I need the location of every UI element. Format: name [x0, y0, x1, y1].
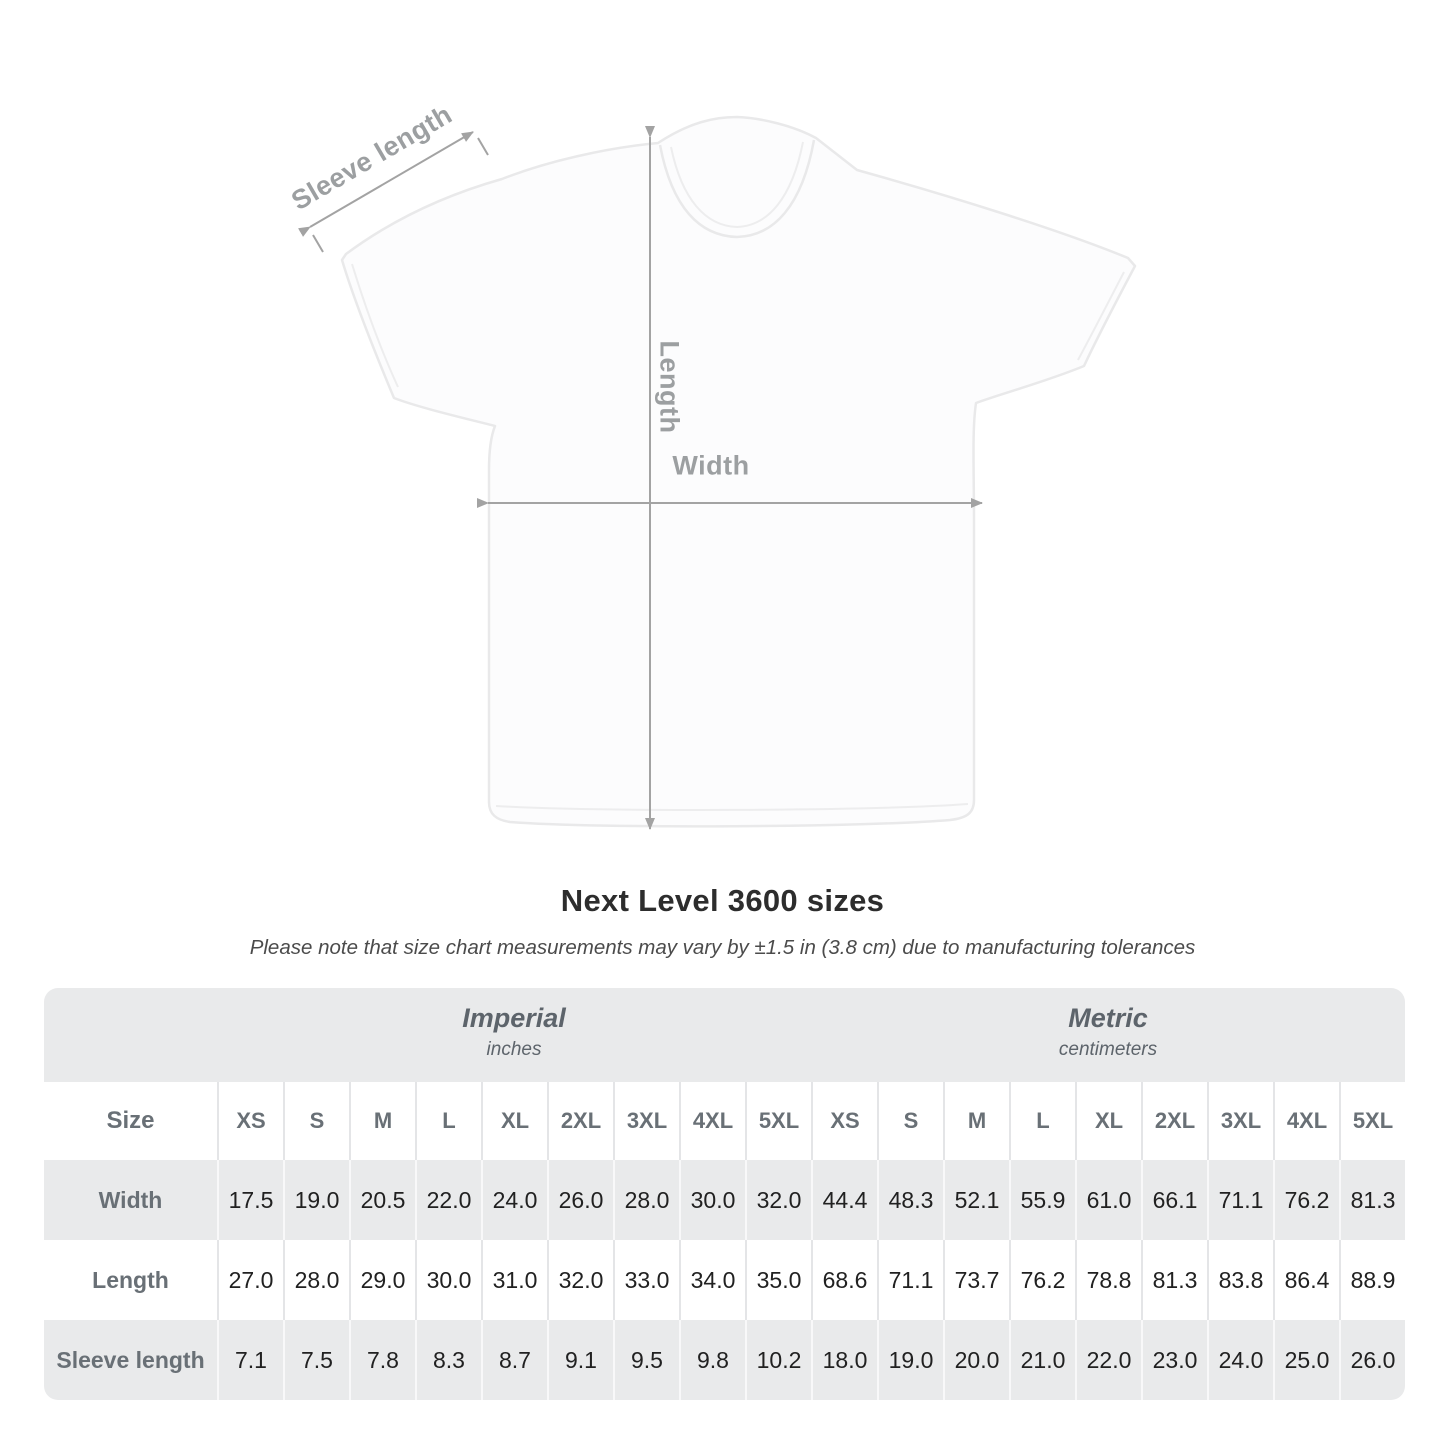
value-cell: 76.2 — [1009, 1240, 1075, 1320]
value-cell: 7.1 — [217, 1320, 283, 1400]
width-label: Width — [672, 450, 750, 481]
table-row-length — [44, 1240, 1405, 1320]
size-header-cell: XS — [811, 1082, 877, 1160]
value-cell: 44.4 — [811, 1160, 877, 1240]
size-header-cell: S — [877, 1082, 943, 1160]
size-header-cell: XL — [1075, 1082, 1141, 1160]
size-header-cell: L — [415, 1082, 481, 1160]
table-row-width — [44, 1160, 1405, 1240]
value-cell: 22.0 — [1075, 1320, 1141, 1400]
value-cell: 7.5 — [283, 1320, 349, 1400]
size-header-cell: 3XL — [613, 1082, 679, 1160]
value-cell: 19.0 — [283, 1160, 349, 1240]
value-cell: 30.0 — [415, 1240, 481, 1320]
value-cell: 32.0 — [547, 1240, 613, 1320]
row-label: Sleeve length — [56, 1346, 205, 1373]
value-cell: 35.0 — [745, 1240, 811, 1320]
size-header-cell: 4XL — [679, 1082, 745, 1160]
imperial-label: Imperial — [462, 1003, 566, 1033]
unit-header-band — [44, 988, 1405, 1082]
value-cell: 8.3 — [415, 1320, 481, 1400]
value-cell: 71.1 — [877, 1240, 943, 1320]
row-label: Length — [92, 1266, 169, 1293]
value-cell: 32.0 — [745, 1160, 811, 1240]
row-label: Width — [98, 1186, 163, 1213]
size-header-cell: 3XL — [1207, 1082, 1273, 1160]
value-cell: 7.8 — [349, 1320, 415, 1400]
value-cell: 24.0 — [481, 1160, 547, 1240]
imperial-unit-label: inches — [486, 1039, 542, 1060]
value-cell: 25.0 — [1273, 1320, 1339, 1400]
value-cell: 68.6 — [811, 1240, 877, 1320]
length-label: Length — [654, 340, 685, 434]
size-header-cell: 2XL — [547, 1082, 613, 1160]
value-cell: 31.0 — [481, 1240, 547, 1320]
metric-unit-label: centimeters — [1058, 1039, 1158, 1060]
value-cell: 48.3 — [877, 1160, 943, 1240]
value-cell: 28.0 — [613, 1160, 679, 1240]
sleeve-length-label: Sleeve length — [286, 99, 458, 217]
size-header-row — [44, 1082, 1405, 1160]
size-header-cell: M — [943, 1082, 1009, 1160]
value-cell: 86.4 — [1273, 1240, 1339, 1320]
value-cell: 76.2 — [1273, 1160, 1339, 1240]
value-cell: 61.0 — [1075, 1160, 1141, 1240]
value-cell: 28.0 — [283, 1240, 349, 1320]
value-cell: 34.0 — [679, 1240, 745, 1320]
value-cell: 81.3 — [1339, 1160, 1405, 1240]
value-cell: 30.0 — [679, 1160, 745, 1240]
value-cell: 78.8 — [1075, 1240, 1141, 1320]
page-title: Next Level 3600 sizes — [560, 883, 885, 918]
value-cell: 83.8 — [1207, 1240, 1273, 1320]
value-cell: 20.5 — [349, 1160, 415, 1240]
size-header-cell: XL — [481, 1082, 547, 1160]
value-cell: 20.0 — [943, 1320, 1009, 1400]
value-cell: 17.5 — [217, 1160, 283, 1240]
table-row-sleeve-length — [44, 1320, 1405, 1400]
size-header-cell: 5XL — [1339, 1082, 1405, 1160]
unit-header-spacer — [44, 988, 217, 1082]
value-cell: 8.7 — [481, 1320, 547, 1400]
value-cell: 9.5 — [613, 1320, 679, 1400]
metric-label: Metric — [1068, 1003, 1148, 1033]
value-cell: 10.2 — [745, 1320, 811, 1400]
size-header-cell: S — [283, 1082, 349, 1160]
size-table — [44, 988, 1405, 1400]
value-cell: 18.0 — [811, 1320, 877, 1400]
value-cell: 26.0 — [1339, 1320, 1405, 1400]
size-header-cell: L — [1009, 1082, 1075, 1160]
page-subtitle: Please note that size chart measurements may vary by ±1.5 in (3.8 cm) due to manufacturing tolerances — [249, 936, 1196, 959]
value-cell: 19.0 — [877, 1320, 943, 1400]
value-cell: 52.1 — [943, 1160, 1009, 1240]
value-cell: 26.0 — [547, 1160, 613, 1240]
sleeve-arrow-start-tick — [313, 235, 323, 252]
value-cell: 23.0 — [1141, 1320, 1207, 1400]
value-cell: 66.1 — [1141, 1160, 1207, 1240]
value-cell: 29.0 — [349, 1240, 415, 1320]
value-cell: 33.0 — [613, 1240, 679, 1320]
size-header-cell: 4XL — [1273, 1082, 1339, 1160]
size-header-cell: M — [349, 1082, 415, 1160]
value-cell: 22.0 — [415, 1160, 481, 1240]
value-cell: 88.9 — [1339, 1240, 1405, 1320]
sleeve-arrow-end-tick — [478, 138, 488, 155]
size-header-cell: 2XL — [1141, 1082, 1207, 1160]
value-cell: 27.0 — [217, 1240, 283, 1320]
unit-header-imperial — [217, 988, 811, 1082]
size-row-label: Size — [106, 1107, 155, 1134]
value-cell: 9.8 — [679, 1320, 745, 1400]
unit-header-metric — [811, 988, 1405, 1082]
value-cell: 21.0 — [1009, 1320, 1075, 1400]
value-cell: 81.3 — [1141, 1240, 1207, 1320]
value-cell: 73.7 — [943, 1240, 1009, 1320]
value-cell: 55.9 — [1009, 1160, 1075, 1240]
value-cell: 24.0 — [1207, 1320, 1273, 1400]
size-header-cell: XS — [217, 1082, 283, 1160]
value-cell: 9.1 — [547, 1320, 613, 1400]
value-cell: 71.1 — [1207, 1160, 1273, 1240]
size-header-cell: 5XL — [745, 1082, 811, 1160]
